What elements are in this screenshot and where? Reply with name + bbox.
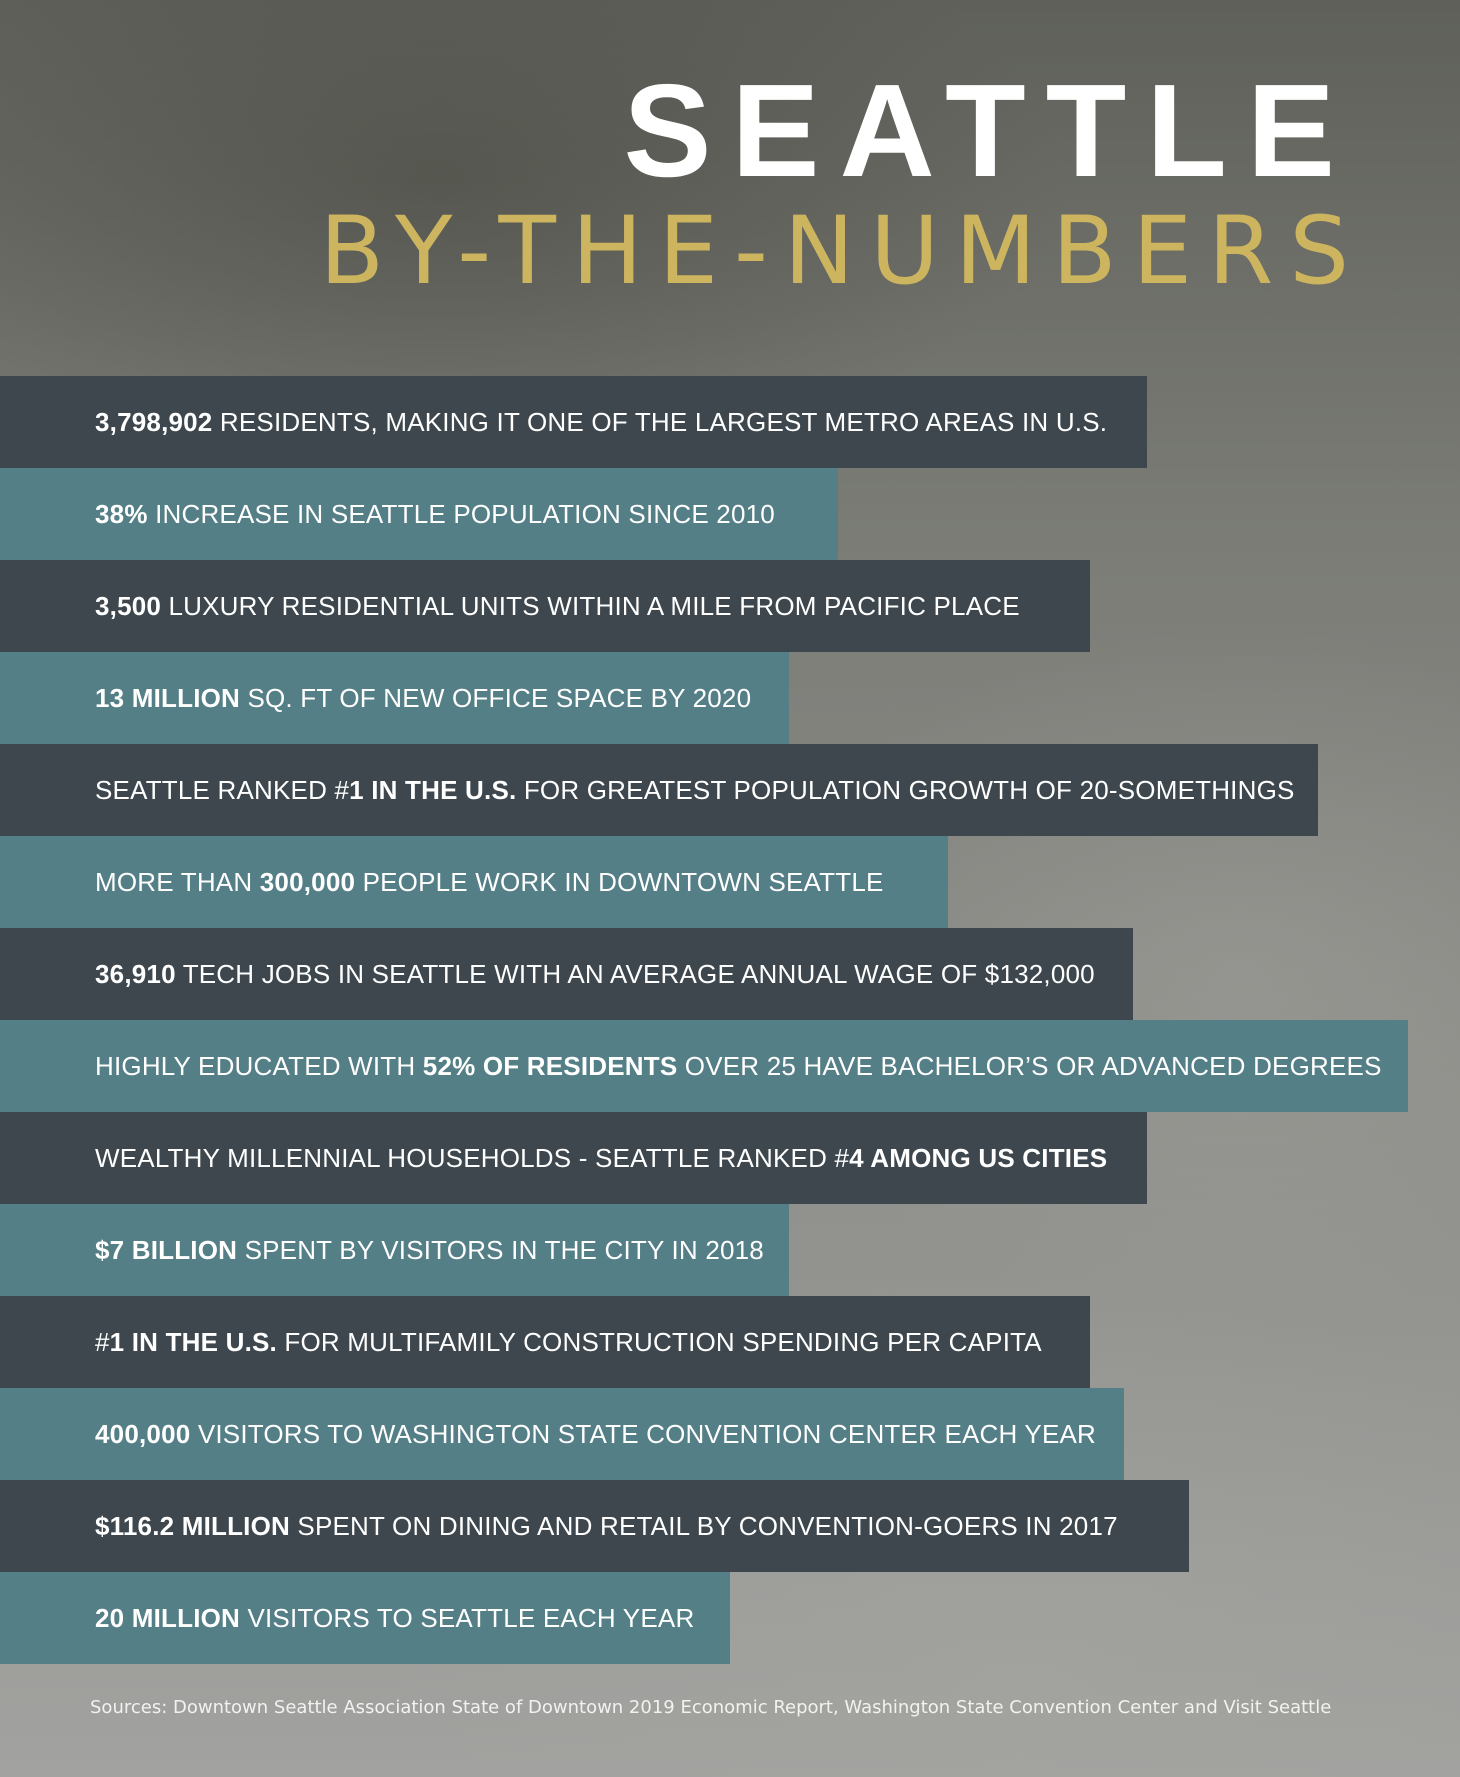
stat-text-lead: HIGHLY EDUCATED WITH bbox=[95, 1050, 423, 1081]
stat-highlight: 20 MILLION bbox=[95, 1602, 241, 1633]
stat-bar bbox=[0, 1112, 1147, 1204]
stat-bar bbox=[0, 836, 948, 928]
stat-text: SPENT BY VISITORS IN THE CITY IN 2018 bbox=[237, 1234, 764, 1265]
stat-highlight: 1 IN THE U.S. bbox=[109, 1326, 277, 1357]
stat-highlight: 400,000 bbox=[95, 1418, 191, 1449]
stat-text-lead: WEALTHY MILLENNIAL HOUSEHOLDS - SEATTLE RANKED # bbox=[95, 1142, 850, 1173]
stat-bar bbox=[0, 744, 1318, 836]
stat-bar bbox=[0, 376, 1147, 468]
stat-bar bbox=[0, 468, 838, 560]
stat-bar bbox=[0, 1388, 1124, 1480]
stat-highlight: 13 MILLION bbox=[95, 682, 241, 713]
stats-list bbox=[0, 376, 1460, 1664]
title-seattle: SEATTLE bbox=[623, 57, 1355, 204]
stat-bar bbox=[0, 652, 789, 744]
sources-note: Sources: Downtown Seattle Association State of Downtown 2019 Economic Report, Washington State Convention Center and Visit Seattle bbox=[90, 1697, 1332, 1718]
stat-highlight: 1 IN THE U.S. bbox=[349, 774, 517, 805]
stat-text: TECH JOBS IN SEATTLE WITH AN AVERAGE ANNUAL WAGE OF $132,000 bbox=[175, 958, 1095, 989]
stat-text: SPENT ON DINING AND RETAIL BY CONVENTION-GOERS IN 2017 bbox=[289, 1510, 1118, 1541]
stat-bar bbox=[0, 1572, 730, 1664]
stat-bar bbox=[0, 1480, 1189, 1572]
stat-text: RESIDENTS, MAKING IT ONE OF THE LARGEST METRO AREAS IN U.S. bbox=[212, 406, 1108, 437]
stat-bar bbox=[0, 1296, 1090, 1388]
stat-highlight: 36,910 bbox=[95, 958, 176, 989]
stat-highlight: 52% OF RESIDENTS bbox=[422, 1050, 678, 1081]
stat-text: SQ. FT OF NEW OFFICE SPACE BY 2020 bbox=[240, 682, 752, 713]
stat-text-lead: SEATTLE RANKED # bbox=[95, 774, 350, 805]
title-by-the-numbers: BY-THE-NUMBERS bbox=[319, 197, 1365, 306]
stat-bar bbox=[0, 928, 1133, 1020]
stat-text-lead: # bbox=[95, 1326, 110, 1357]
stat-text: OVER 25 HAVE BACHELOR’S OR ADVANCED DEGREES bbox=[677, 1050, 1382, 1081]
stat-highlight: 3,798,902 bbox=[95, 406, 213, 437]
stat-text: LUXURY RESIDENTIAL UNITS WITHIN A MILE FROM PACIFIC PLACE bbox=[161, 590, 1020, 621]
stat-bar bbox=[0, 560, 1090, 652]
stat-text: FOR GREATEST POPULATION GROWTH OF 20-SOMETHINGS bbox=[516, 774, 1295, 805]
stat-text: VISITORS TO SEATTLE EACH YEAR bbox=[240, 1602, 695, 1633]
stat-highlight: 300,000 bbox=[259, 866, 356, 897]
stat-text: PEOPLE WORK IN DOWNTOWN SEATTLE bbox=[355, 866, 884, 897]
stat-highlight: 38% bbox=[95, 498, 148, 529]
stat-text-lead: MORE THAN bbox=[95, 866, 260, 897]
stat-bar bbox=[0, 1020, 1408, 1112]
stat-highlight: 4 AMONG US CITIES bbox=[849, 1142, 1108, 1173]
stat-text: VISITORS TO WASHINGTON STATE CONVENTION CENTER EACH YEAR bbox=[190, 1418, 1097, 1449]
stat-bar bbox=[0, 1204, 789, 1296]
stat-highlight: $116.2 MILLION bbox=[95, 1510, 290, 1541]
stat-text: FOR MULTIFAMILY CONSTRUCTION SPENDING PER CAPITA bbox=[276, 1326, 1042, 1357]
stat-text: INCREASE IN SEATTLE POPULATION SINCE 2010 bbox=[147, 498, 775, 529]
stat-highlight: 3,500 bbox=[95, 590, 162, 621]
stat-highlight: $7 BILLION bbox=[95, 1234, 238, 1265]
